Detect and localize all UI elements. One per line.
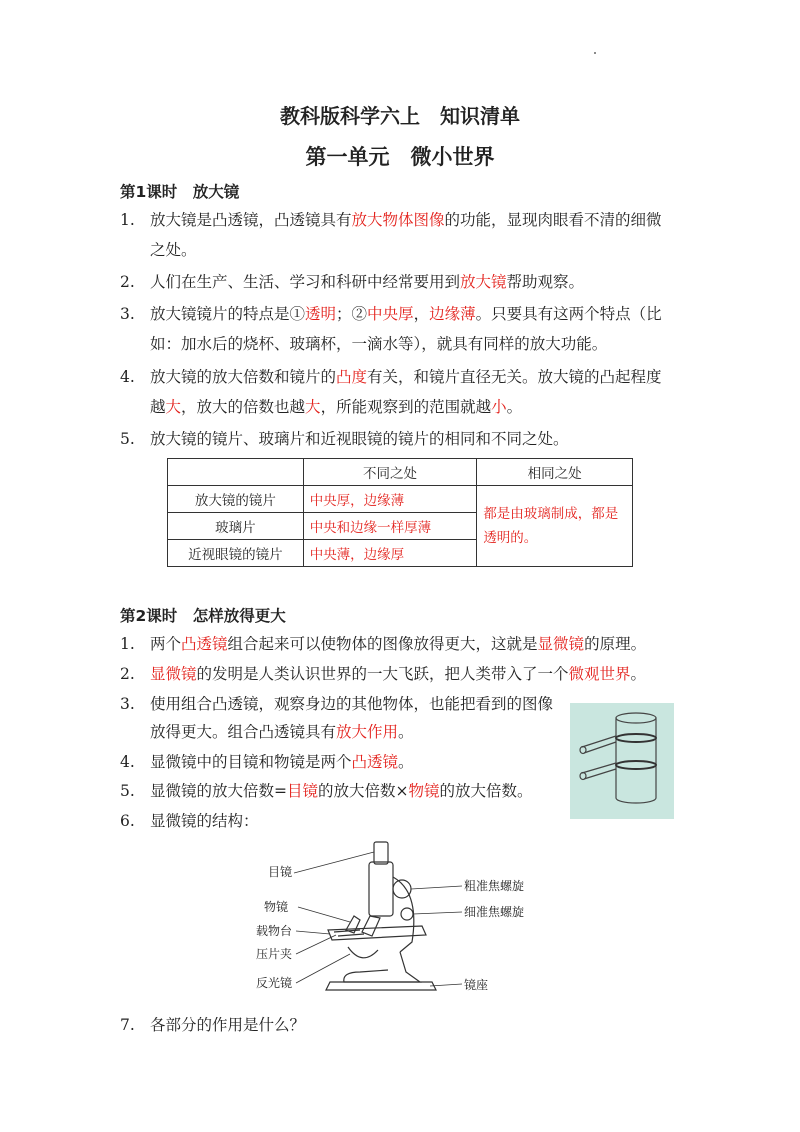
label-mirror: 反光镜 (256, 976, 293, 990)
l1-item-1: 1. 放大镜是凸透镜，凸透镜具有放大物体图像的功能，显现肉眼看不清的细微 (120, 211, 662, 229)
leader-objective (298, 907, 350, 922)
l1-item-4-cont: 越大，放大的倍数也越大，所能观察到的范围就越小。 (150, 398, 523, 416)
table-header-cell: 不同之处 (303, 459, 477, 486)
objective-icon (362, 916, 380, 936)
l1-item-1-cont: 之处。 (150, 241, 197, 259)
mirror-icon (348, 947, 378, 958)
table-cell-name: 放大镜的镜片 (168, 486, 304, 513)
leader-coarse (411, 886, 462, 889)
tube-icon (369, 862, 393, 916)
l2-item-3: 3. 使用组合凸透镜，观察身边的其他物体，也能把看到的图像 (120, 695, 554, 713)
l2-item-5: 5. 显微镜的放大倍数=目镜的放大倍数×物镜的放大倍数。 (120, 782, 533, 800)
leader-stage (296, 931, 330, 934)
microscope-drawing (294, 842, 462, 990)
l1-item-4: 4. 放大镜的放大倍数和镜片的凸度有关，和镜片直径无关。放大镜的凸起程度 (120, 368, 662, 386)
base-icon (326, 982, 436, 990)
l2-item-1: 1. 两个凸透镜组合起来可以使物体的图像放得更大，这就是显微镜的原理。 (120, 635, 647, 653)
l2-item-4: 4. 显微镜中的目镜和物镜是两个凸透镜。 (120, 753, 414, 771)
table-cell-diff: 中央厚，边缘薄 (303, 486, 477, 513)
coarse-knob-icon (393, 880, 411, 898)
scan-dot (594, 52, 596, 54)
leader-clip (296, 935, 336, 954)
l1-item-3: 3. 放大镜镜片的特点是①透明；②中央厚，边缘薄。只要具有这两个特点（比 (120, 305, 662, 323)
label-objective: 物镜 (264, 900, 289, 914)
l2-item-2: 2. 显微镜的发明是人类认识世界的一大飞跃，把人类带入了一个微观世界。 (120, 665, 647, 683)
eyepiece-icon (374, 842, 388, 864)
table-cell-diff: 中央和边缘一样厚薄 (303, 513, 477, 540)
lesson-2-heading: 第2课时 怎样放得更大 (120, 607, 286, 625)
table-cell-name: 玻璃片 (168, 513, 304, 540)
label-clip: 压片夹 (256, 947, 293, 961)
label-stage: 载物台 (256, 924, 293, 938)
stage-icon (328, 926, 426, 940)
table-row (168, 486, 633, 513)
table-header-cell: 相同之处 (477, 459, 633, 486)
leader-mirror (296, 954, 350, 983)
unit-title: 第一单元 微小世界 (305, 145, 495, 169)
microscope-diagram (250, 832, 550, 1007)
lens-tube-figure (570, 703, 674, 819)
pillar-icon (344, 952, 420, 982)
l2-item-6: 6. 显微镜的结构： (120, 812, 259, 830)
label-eyepiece: 目镜 (268, 865, 293, 879)
label-base: 镜座 (464, 978, 489, 992)
clip-icon (334, 930, 364, 936)
table-header-cell (168, 459, 304, 486)
label-fine: 细准焦螺旋 (464, 905, 525, 919)
table-cell-diff: 中央薄，边缘厚 (303, 540, 477, 567)
page-title: 教科版科学六上 知识清单 (280, 104, 520, 128)
l2-item-7: 7. 各部分的作用是什么？ (120, 1016, 306, 1034)
table-cell-same: 都是由玻璃制成，都是 透明的。 (477, 486, 633, 567)
lesson-1-heading: 第1课时 放大镜 (120, 183, 240, 201)
table-cell-name: 近视眼镜的镜片 (168, 540, 304, 567)
comparison-table (167, 458, 633, 567)
leader-base (430, 984, 462, 986)
fine-knob-icon (401, 908, 413, 920)
l2-item-3-cont: 放得更大。组合凸透镜具有放大作用。 (150, 723, 414, 741)
l1-item-5: 5. 放大镜的镜片、玻璃片和近视眼镜的镜片的相同和不同之处。 (120, 430, 569, 448)
label-coarse: 粗准焦螺旋 (464, 879, 525, 893)
table-header-row (168, 459, 633, 486)
l1-item-3-cont: 如：加水后的烧杯、玻璃杯，一滴水等），就具有同样的放大功能。 (150, 335, 608, 353)
leader-eyepiece (294, 852, 374, 873)
leader-fine (413, 912, 462, 914)
l1-item-2: 2. 人们在生产、生活、学习和科研中经常要用到放大镜帮助观察。 (120, 273, 585, 291)
